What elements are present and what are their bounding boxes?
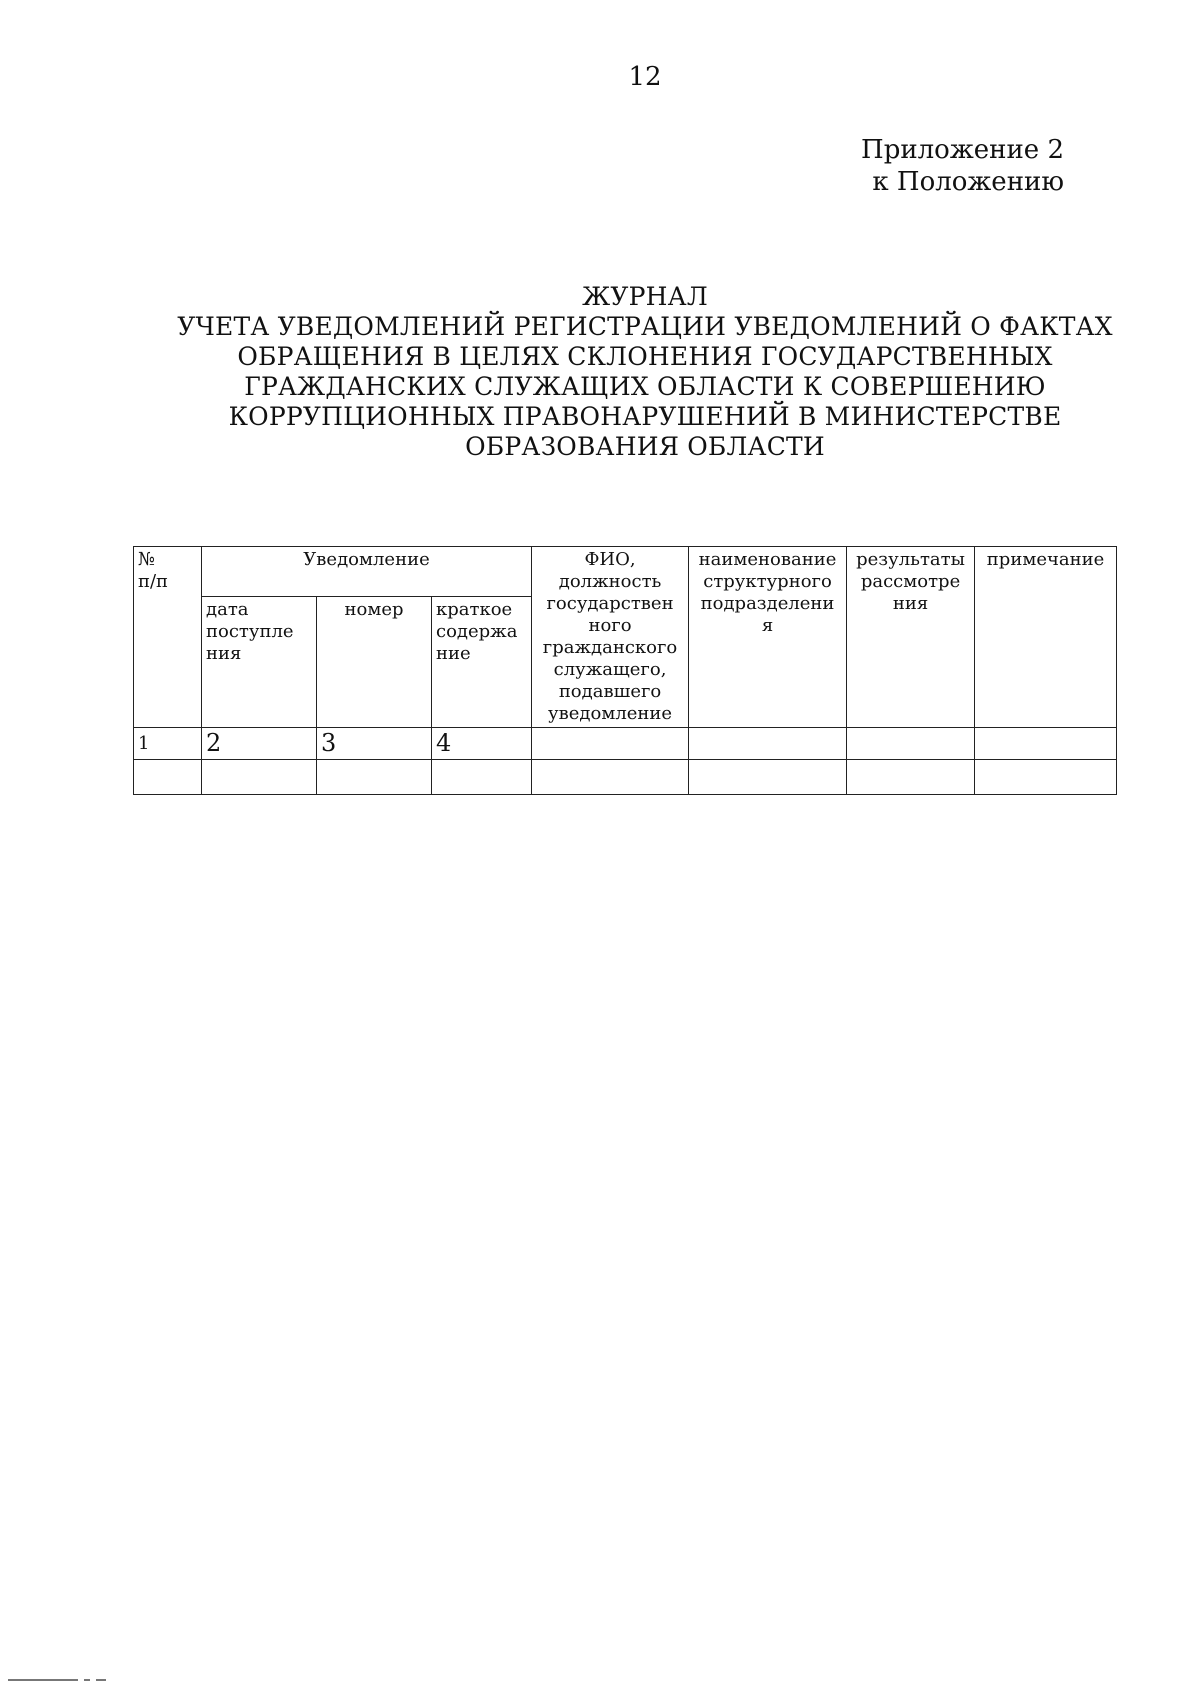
header-number-line-2: п/п [138, 571, 169, 592]
header-unit-line: наименование [698, 549, 837, 570]
table-cell [134, 760, 202, 795]
title-line-5: КОРРУПЦИОННЫХ ПРАВОНАРУШЕНИЙ В МИНИСТЕРСТВЕ [228, 402, 1062, 431]
table-cell [317, 760, 432, 795]
table-row [134, 760, 1117, 795]
table-cell [975, 760, 1117, 795]
header-results-line: результаты [856, 549, 965, 570]
header-date-line: дата [206, 598, 249, 620]
table-cell: 4 [432, 728, 532, 760]
header-fio-line: служащего, [553, 659, 667, 680]
header-fio-line: уведомление [548, 703, 673, 724]
appendix-reference [861, 134, 1064, 198]
header-fio-line: государствен [546, 593, 674, 614]
title-line-3: ОБРАЩЕНИЯ В ЦЕЛЯХ СКЛОНЕНИЯ ГОСУДАРСТВЕННЫХ [237, 342, 1053, 371]
title-line-6: ОБРАЗОВАНИЯ ОБЛАСТИ [465, 432, 825, 461]
header-date-line: ния [206, 642, 242, 664]
table-cell [432, 760, 532, 795]
page-number: 12 [628, 62, 662, 92]
header-fio-line: должность [558, 571, 662, 592]
header-row-1 [134, 547, 1117, 597]
table-cell [532, 728, 689, 760]
header-results [847, 547, 975, 728]
header-results-line: рассмотре [860, 571, 961, 592]
table-cell [202, 760, 317, 795]
header-fio-line: ФИО, [584, 549, 636, 570]
header-date-line: поступле [206, 620, 294, 642]
header-notification-group: Уведомление [202, 547, 532, 597]
title-line-1: ЖУРНАЛ [582, 282, 708, 311]
header-summary-line: ние [436, 642, 471, 664]
table-cell [847, 728, 975, 760]
table-cell: 2 [202, 728, 317, 760]
table-cell [847, 760, 975, 795]
title-line-2: УЧЕТА УВЕДОМЛЕНИЙ РЕГИСТРАЦИИ УВЕДОМЛЕНИЙ О ФАКТАХ [177, 312, 1113, 341]
table-cell [689, 728, 847, 760]
appendix-line-2: к Положению [872, 167, 1064, 197]
header-summary-line: краткое [436, 598, 513, 620]
header-unit [689, 547, 847, 728]
header-results-line: ния [892, 593, 929, 614]
header-unit-line: подразделени [700, 593, 835, 614]
table-cell [532, 760, 689, 795]
column-number-row [134, 728, 1117, 760]
table-cell [975, 728, 1117, 760]
appendix-line-1: Приложение 2 [861, 135, 1064, 165]
table-cell [689, 760, 847, 795]
header-fio [532, 547, 689, 728]
header-unit-line: структурного [703, 571, 832, 592]
header-registration-number: номер [317, 596, 432, 727]
header-note: примечание [975, 547, 1117, 728]
table-cell: 1 [134, 728, 202, 760]
header-number [134, 547, 202, 728]
table-cell: 3 [317, 728, 432, 760]
journal-table [133, 546, 1117, 795]
header-fio-line: подавшего [558, 681, 662, 702]
header-fio-line: гражданского [542, 637, 678, 658]
document-title [160, 282, 1130, 462]
header-fio-line: ного [588, 615, 632, 636]
header-unit-line: я [761, 615, 774, 636]
title-line-4: ГРАЖДАНСКИХ СЛУЖАЩИХ ОБЛАСТИ К СОВЕРШЕНИЮ [244, 372, 1046, 401]
scan-edge-mark [8, 1679, 106, 1681]
header-summary-line: содержа [436, 620, 518, 642]
header-date [202, 596, 317, 727]
header-number-line-1: № [138, 549, 156, 570]
header-summary [432, 596, 532, 727]
